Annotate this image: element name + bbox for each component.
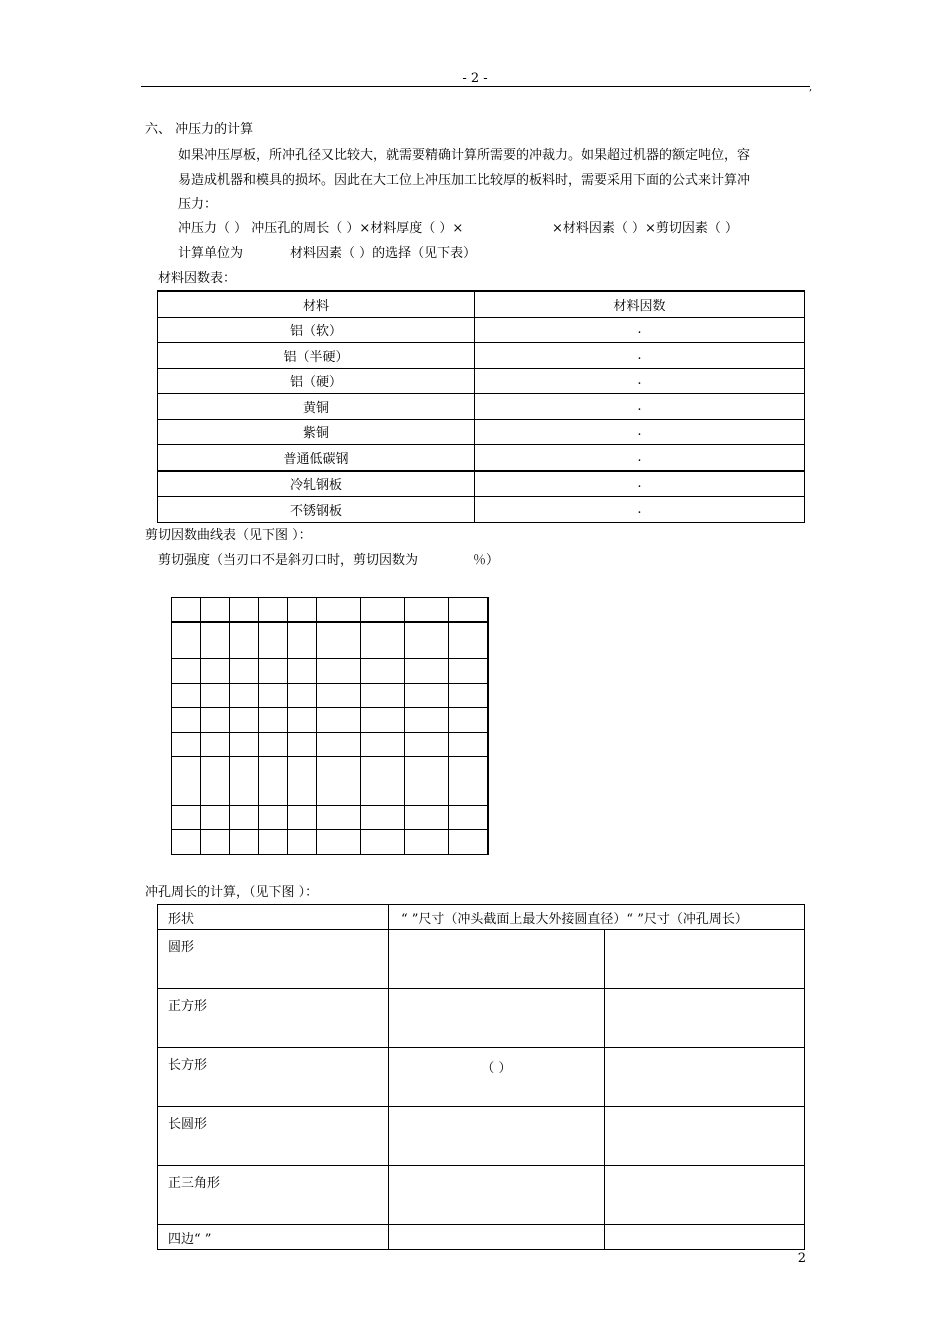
factor-cell: . (475, 445, 805, 471)
material-cell: 铝（硬） (158, 368, 475, 394)
table-row (158, 497, 805, 523)
shear-factor-title: 剪切因数曲线表（见下图 ）： (145, 528, 312, 543)
material-cell: 黄铜 (158, 394, 475, 420)
perimeter-cell (605, 1048, 805, 1107)
perimeter-cell (605, 1225, 805, 1250)
page-number: 2 (797, 1251, 806, 1266)
table-row (158, 1048, 805, 1107)
table-row (158, 471, 805, 497)
table-row (158, 343, 805, 369)
table-header-row (158, 291, 805, 317)
factor-cell: . (475, 317, 805, 343)
factor-cell: . (475, 419, 805, 445)
page-header-number: - 2 - (462, 71, 488, 86)
material-cell: 紫铜 (158, 419, 475, 445)
shear-strength-unit: ％） (473, 553, 500, 568)
paragraph-line-2: 易造成机器和模具的损坏。因此在大工位上冲压加工比较厚的板料时，需要采用下面的公式来计算冲 (178, 173, 751, 188)
formula-part-1: 冲压力（ ） 冲压孔的周长（ ）×材料厚度（ ）× (178, 221, 464, 236)
factor-cell: . (475, 394, 805, 420)
perimeter-table-caption: 冲孔周长的计算，（见下图 ）： (145, 885, 319, 900)
table-row (158, 445, 805, 471)
perimeter-table (157, 904, 805, 1250)
size-cell (389, 1107, 605, 1166)
shape-cell: 正方形 (158, 989, 389, 1048)
paragraph-line-1: 如果冲压厚板，所冲孔径又比较大，就需要精确计算所需要的冲裁力。如果超过机器的额定吨位，容 (178, 148, 751, 163)
shape-cell: 四边“ ” (158, 1225, 389, 1250)
material-cell: 冷轧钢板 (158, 471, 475, 497)
table-row (158, 1225, 805, 1250)
size-cell (389, 1166, 605, 1225)
shape-cell: 长方形 (158, 1048, 389, 1107)
header-mark: , (809, 82, 813, 93)
material-cell: 铝（软） (158, 317, 475, 343)
size-cell (389, 1225, 605, 1250)
material-cell: 铝（半硬） (158, 343, 475, 369)
perimeter-cell (605, 1107, 805, 1166)
factor-cell: . (475, 368, 805, 394)
table-row (158, 394, 805, 420)
table-row (158, 1107, 805, 1166)
paragraph-line-3: 压力： (178, 197, 218, 212)
shape-cell: 正三角形 (158, 1166, 389, 1225)
table-row (158, 368, 805, 394)
size-cell (389, 989, 605, 1048)
size-cell (389, 930, 605, 989)
column-header-size: “ ”尺寸（冲头截面上最大外接圆直径）“ ”尺寸（冲孔周长） (389, 905, 805, 930)
table-row (158, 1166, 805, 1225)
table-row (158, 317, 805, 343)
material-table-caption: 材料因数表： (158, 271, 237, 286)
header-rule (141, 86, 810, 87)
section-title: 六、 冲压力的计算 (145, 122, 254, 137)
column-header-shape: 形状 (158, 905, 389, 930)
shear-factor-grid (171, 597, 489, 855)
table-row (158, 989, 805, 1048)
material-factor-table (157, 290, 805, 523)
perimeter-cell (605, 930, 805, 989)
shape-cell: 圆形 (158, 930, 389, 989)
size-cell: （ ） (389, 1048, 605, 1107)
column-header-material: 材料 (158, 291, 475, 317)
material-factor-note: 材料因素（ ）的选择（见下表） (290, 246, 477, 261)
table-row (158, 419, 805, 445)
perimeter-cell (605, 989, 805, 1048)
formula-part-2: ×材料因素（ ）×剪切因素（ ） (552, 221, 739, 236)
table-header-row (158, 905, 805, 930)
table-row (158, 930, 805, 989)
material-cell: 普通低碳钢 (158, 445, 475, 471)
perimeter-cell (605, 1166, 805, 1225)
shape-cell: 长圆形 (158, 1107, 389, 1166)
material-cell: 不锈钢板 (158, 497, 475, 523)
factor-cell: . (475, 471, 805, 497)
factor-cell: . (475, 497, 805, 523)
unit-label: 计算单位为 (178, 246, 244, 261)
shear-strength-note: 剪切强度（当刃口不是斜刃口时，剪切因数为 (158, 553, 419, 568)
factor-cell: . (475, 343, 805, 369)
column-header-factor: 材料因数 (475, 291, 805, 317)
